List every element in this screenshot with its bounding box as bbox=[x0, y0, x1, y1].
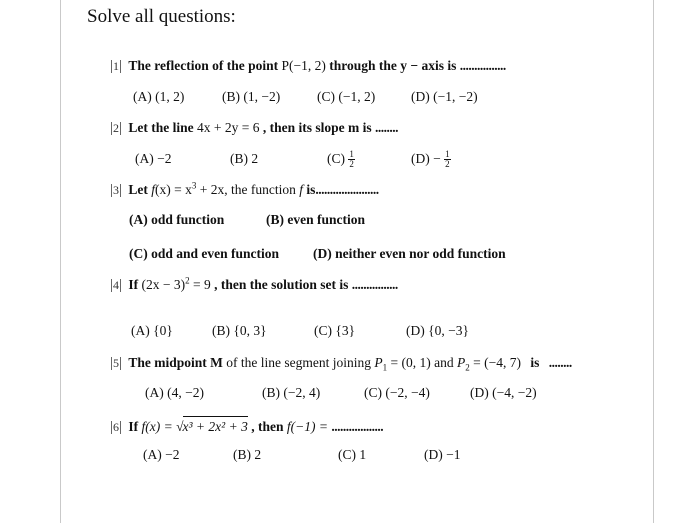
option-b: (B) 2 bbox=[230, 151, 259, 166]
question-text: is bbox=[530, 355, 540, 370]
question-text: Let bbox=[128, 182, 148, 197]
fraction bbox=[348, 150, 355, 169]
option-c: (C) odd and even function bbox=[129, 246, 280, 261]
fraction-numerator: 1 bbox=[349, 149, 354, 160]
option-d: (D) neither even nor odd function bbox=[313, 246, 506, 261]
option-a: (A) (4, −2) bbox=[145, 385, 204, 400]
exponent: 2 bbox=[185, 275, 190, 286]
fraction-numerator: 1 bbox=[445, 149, 450, 160]
option-b: (B) (1, −2) bbox=[222, 89, 281, 104]
option-b: (B) {0, 3} bbox=[212, 323, 267, 338]
option-d-label: (D) − bbox=[411, 151, 441, 166]
subscript: 1 bbox=[382, 362, 388, 373]
question-text: of the line segment joining bbox=[226, 355, 371, 370]
question-expression: = 9 bbox=[192, 277, 211, 292]
point-p2: P bbox=[456, 355, 466, 370]
option-b: (B) 2 bbox=[233, 447, 262, 462]
option-c-label: (C) bbox=[327, 151, 345, 166]
function-symbol: f bbox=[299, 182, 303, 197]
question-text: The reflection of the point bbox=[128, 58, 279, 73]
question-6 bbox=[111, 416, 383, 436]
function-symbol: f bbox=[151, 182, 156, 197]
question-expression: P(−1, 2) bbox=[281, 58, 326, 73]
question-3 bbox=[111, 181, 379, 199]
option-c bbox=[327, 150, 355, 169]
question-2 bbox=[111, 119, 398, 137]
answer-blank: ........ bbox=[375, 120, 398, 135]
question-text: , then its slope m is bbox=[262, 120, 372, 135]
option-c: (C) (−2, −4) bbox=[364, 385, 430, 400]
option-d: (D) {0, −3} bbox=[406, 323, 469, 338]
question-number: 2 bbox=[113, 121, 119, 135]
fraction bbox=[444, 150, 451, 169]
question-text: through the y − axis is bbox=[329, 58, 457, 73]
question-expression: f(−1) = bbox=[286, 419, 328, 434]
option-d: (D) (−4, −2) bbox=[470, 385, 537, 400]
question-text: If bbox=[128, 419, 139, 434]
option-c: (C) {3} bbox=[314, 323, 356, 338]
option-b: (B) even function bbox=[266, 212, 365, 227]
radicand: x³ + 2x² + 3 bbox=[183, 416, 248, 436]
question-4 bbox=[111, 276, 398, 294]
question-expression: (2x − 3) bbox=[141, 277, 186, 292]
question-expression: 4x + 2y = 6 bbox=[197, 120, 260, 135]
option-a: (A) {0} bbox=[131, 323, 173, 338]
fraction-denominator: 2 bbox=[445, 159, 450, 170]
page-left-edge bbox=[60, 0, 61, 523]
question-number: 6 bbox=[113, 420, 119, 434]
fraction-denominator: 2 bbox=[349, 159, 354, 170]
question-text: , then bbox=[251, 419, 284, 434]
option-a: (A) (1, 2) bbox=[133, 89, 185, 104]
question-text: is bbox=[306, 182, 316, 197]
question-text: If bbox=[128, 277, 139, 292]
point-p1-value: = (0, 1) bbox=[390, 355, 431, 370]
point-p1: P bbox=[374, 355, 383, 370]
question-text: Let the line bbox=[128, 120, 194, 135]
option-a: (A) −2 bbox=[135, 151, 172, 166]
question-text: and bbox=[434, 355, 454, 370]
question-text: , then the solution set is bbox=[214, 277, 349, 292]
option-d bbox=[411, 150, 451, 169]
question-number: 3 bbox=[113, 183, 119, 197]
option-a: (A) −2 bbox=[143, 447, 180, 462]
question-number: 4 bbox=[113, 278, 119, 292]
option-c: (C) 1 bbox=[338, 447, 367, 462]
option-b: (B) (−2, 4) bbox=[262, 385, 321, 400]
page-right-edge bbox=[653, 0, 654, 523]
question-expression: + 2x, bbox=[199, 182, 228, 197]
answer-blank: ................ bbox=[459, 58, 506, 73]
question-1 bbox=[111, 57, 506, 75]
question-5 bbox=[111, 354, 572, 372]
subscript: 2 bbox=[465, 362, 470, 373]
option-d: (D) −1 bbox=[424, 447, 461, 462]
question-expression: (x) = x bbox=[155, 182, 192, 197]
option-c: (C) (−1, 2) bbox=[317, 89, 376, 104]
answer-blank: ........ bbox=[548, 355, 572, 370]
question-text: The midpoint M bbox=[128, 355, 223, 370]
question-expression: f(x) = bbox=[141, 419, 173, 434]
answer-blank: ...................... bbox=[315, 182, 379, 197]
exponent: 3 bbox=[191, 180, 197, 191]
answer-blank: ................ bbox=[351, 277, 398, 292]
sqrt-icon: √ bbox=[176, 419, 184, 434]
question-number: 5 bbox=[113, 356, 119, 370]
option-d: (D) (−1, −2) bbox=[411, 89, 478, 104]
question-text: the function bbox=[231, 182, 296, 197]
worksheet-heading: Solve all questions: bbox=[87, 6, 236, 27]
question-number: 1 bbox=[113, 59, 119, 73]
answer-blank: .................. bbox=[331, 419, 384, 434]
point-p2-value: = (−4, 7) bbox=[473, 355, 521, 370]
option-a: (A) odd function bbox=[129, 212, 225, 227]
